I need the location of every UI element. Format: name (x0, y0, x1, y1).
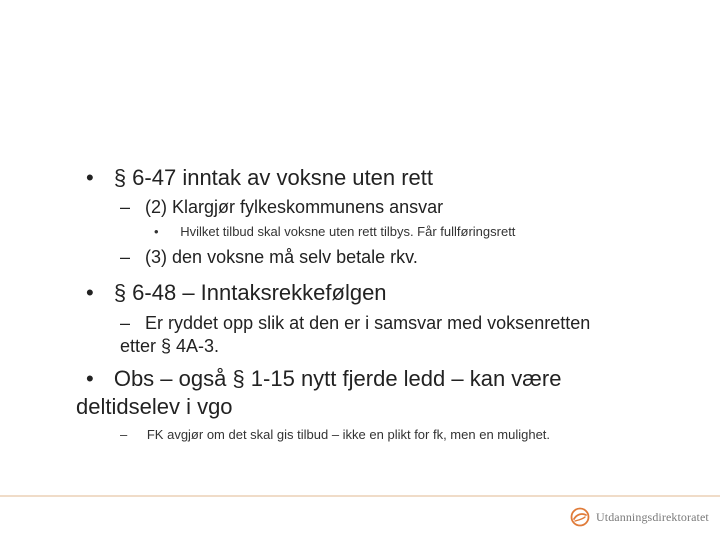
bullet-item (86, 165, 433, 191)
bullet-marker: • (154, 224, 159, 239)
logo-text: Utdanningsdirektoratet (596, 509, 709, 524)
bullet-item (86, 366, 561, 392)
bullet-text: FK avgjør om det skal gis tilbud – ikke en plikt for fk, men en mulighet. (146, 427, 551, 442)
bullet-item (86, 280, 387, 306)
sub-bullet-item (120, 427, 550, 442)
bullet-marker: – (120, 427, 128, 442)
bullet-text: § 6-47 inntak av voksne uten rett (113, 165, 434, 190)
bullet-marker: – (120, 197, 131, 217)
bullet-text: Obs – også § 1-15 nytt fjerde ledd – kan være (113, 366, 562, 391)
bullet-text: Er ryddet opp slik at den er i samsvar med voksenretten (145, 313, 591, 333)
bullet-marker: • (86, 165, 94, 190)
bullet-text: etter § 4A-3. (120, 336, 220, 356)
bullet-text: § 6-48 – Inntaksrekkefølgen (113, 280, 387, 305)
bullet-marker: • (86, 366, 94, 391)
sub-bullet-item (120, 197, 443, 218)
udir-logo-icon (570, 507, 590, 527)
bullet-text: (3) den voksne må selv betale rkv. (145, 247, 418, 267)
sub-bullet-item (120, 313, 590, 334)
bullet-continuation (76, 394, 233, 420)
sub-bullet-item (120, 247, 418, 268)
bullet-marker: – (120, 247, 131, 267)
footer-divider (0, 495, 720, 497)
sub-bullet-continuation (120, 336, 219, 357)
bullet-marker: – (120, 313, 131, 333)
sub-sub-bullet-item (154, 224, 515, 239)
bullet-text: Hvilket tilbud skal voksne uten rett tilbys. Får fullføringsrett (180, 224, 516, 239)
bullet-text: deltidselev i vgo (76, 394, 233, 419)
bullet-text: (2) Klargjør fylkeskommunens ansvar (145, 197, 444, 217)
footer-logo (570, 507, 709, 527)
bullet-marker: • (86, 280, 94, 305)
